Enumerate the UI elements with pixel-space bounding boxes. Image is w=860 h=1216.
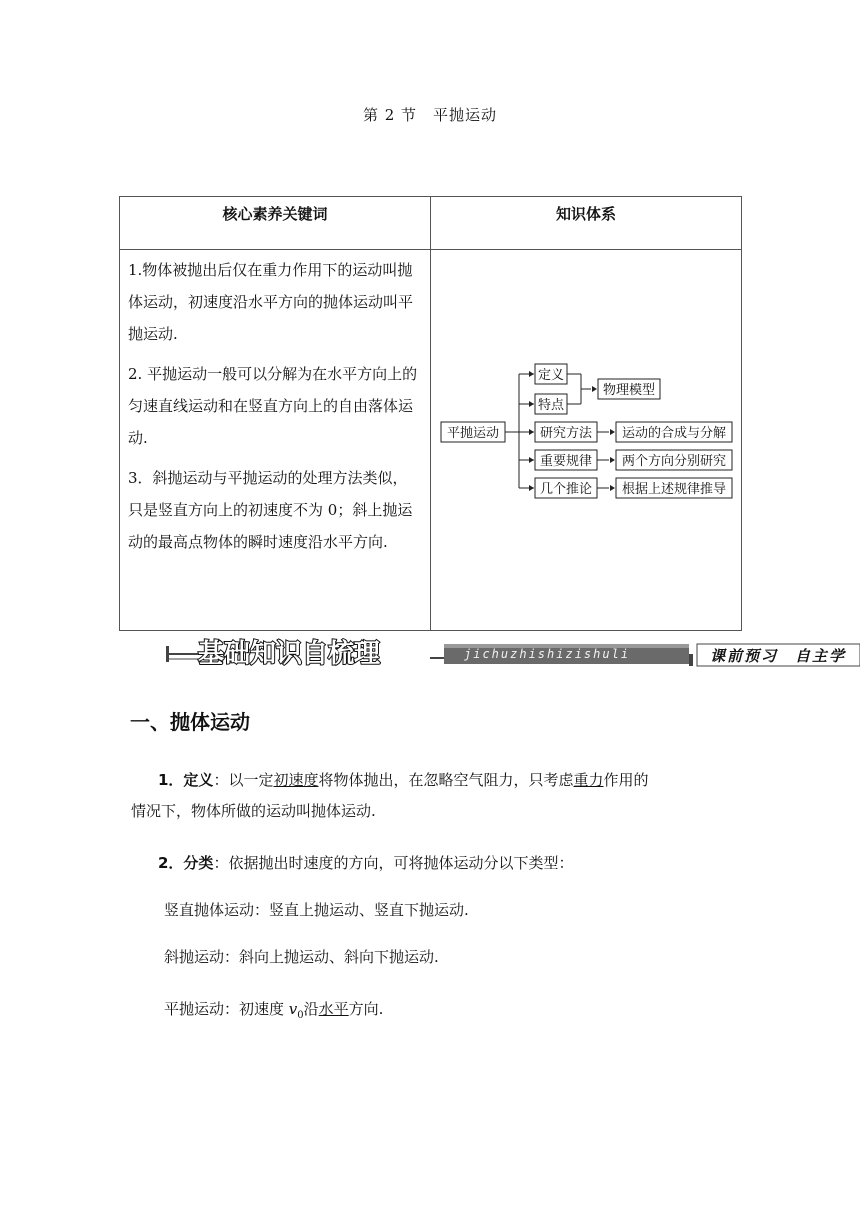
header-knowledge-system: 知识体系 [431,197,742,250]
map-law-result-label: 两个方向分别研究 [621,454,727,469]
page-title: 第 2 节 平抛运动 [362,106,498,124]
flat-projectile-line [164,994,383,1031]
velocity-subscript: 0 [297,1010,304,1021]
banner-pinyin: jichuzhishizishuli [464,647,631,661]
summary-table [119,196,742,631]
horizontal-blank: 水平 [318,1000,349,1018]
keyword-point-2: 2. 平抛运动一般可以分解为在水平方向上的匀速直线运动和在竖直方向上的自由落体运动. [128,365,418,447]
knowledge-map [431,250,742,630]
section-banner [164,630,860,670]
flat-text-a: 平抛运动：初速度 [164,1000,289,1018]
map-method-result-label: 运动的合成与分解 [621,426,727,441]
map-root-label: 平抛运动 [446,426,500,441]
map-model-label: 物理模型 [602,383,656,398]
knowledge-map-cell [431,250,742,631]
velocity-symbol: v [288,1000,298,1018]
oblique-projectile-line: 斜抛运动：斜向上抛运动、斜向下抛运动. [164,948,439,966]
section-heading: 一、抛体运动 [130,710,250,734]
map-inference-result-label: 根据上述规律推导 [621,482,727,497]
banner-title: 基础知识自梳理 [198,639,381,669]
definition-line-1 [158,765,649,795]
definition-text-a: ：以一定 [213,771,274,789]
classification-label: 2．分类 [158,854,214,872]
initial-velocity-blank: 初速度 [273,771,319,789]
definition-label: 1．定义 [158,771,214,789]
definition-text-c: 将物体抛出，在忽略空气阻力，只考虑 [318,771,574,789]
keyword-point-3: 3．斜抛运动与平抛运动的处理方法类似，只是竖直方向上的初速度不为 0；斜上抛运动的最高点物体的瞬时速度沿水平方向. [128,469,413,551]
map-law-label: 重要规律 [539,454,593,469]
classification-text: ：依据抛出时速度的方向，可将抛体运动分以下类型： [213,854,574,872]
map-feature-label: 特点 [537,398,565,413]
definition-line-2: 情况下，物体所做的运动叫抛体运动. [131,802,376,820]
map-inference-label: 几个推论 [539,482,593,497]
gravity-blank: 重力 [573,771,604,789]
vertical-projectile-line: 竖直抛体运动：竖直上抛运动、竖直下抛运动. [164,901,469,919]
flat-text-d: 方向. [348,1000,384,1018]
map-define-label: 定义 [537,368,565,383]
map-method-label: 研究方法 [539,426,593,441]
banner-tag: 课前预习 自主学 [710,647,847,665]
flat-text-b: 沿 [303,1000,319,1018]
header-keywords: 核心素养关键词 [120,197,431,250]
definition-text-e: 作用的 [603,771,649,789]
keywords-cell [120,250,431,631]
classification-line [158,848,573,878]
keyword-point-1: 1.物体被抛出后仅在重力作用下的运动叫抛体运动，初速度沿水平方向的抛体运动叫平抛运动. [128,261,414,343]
